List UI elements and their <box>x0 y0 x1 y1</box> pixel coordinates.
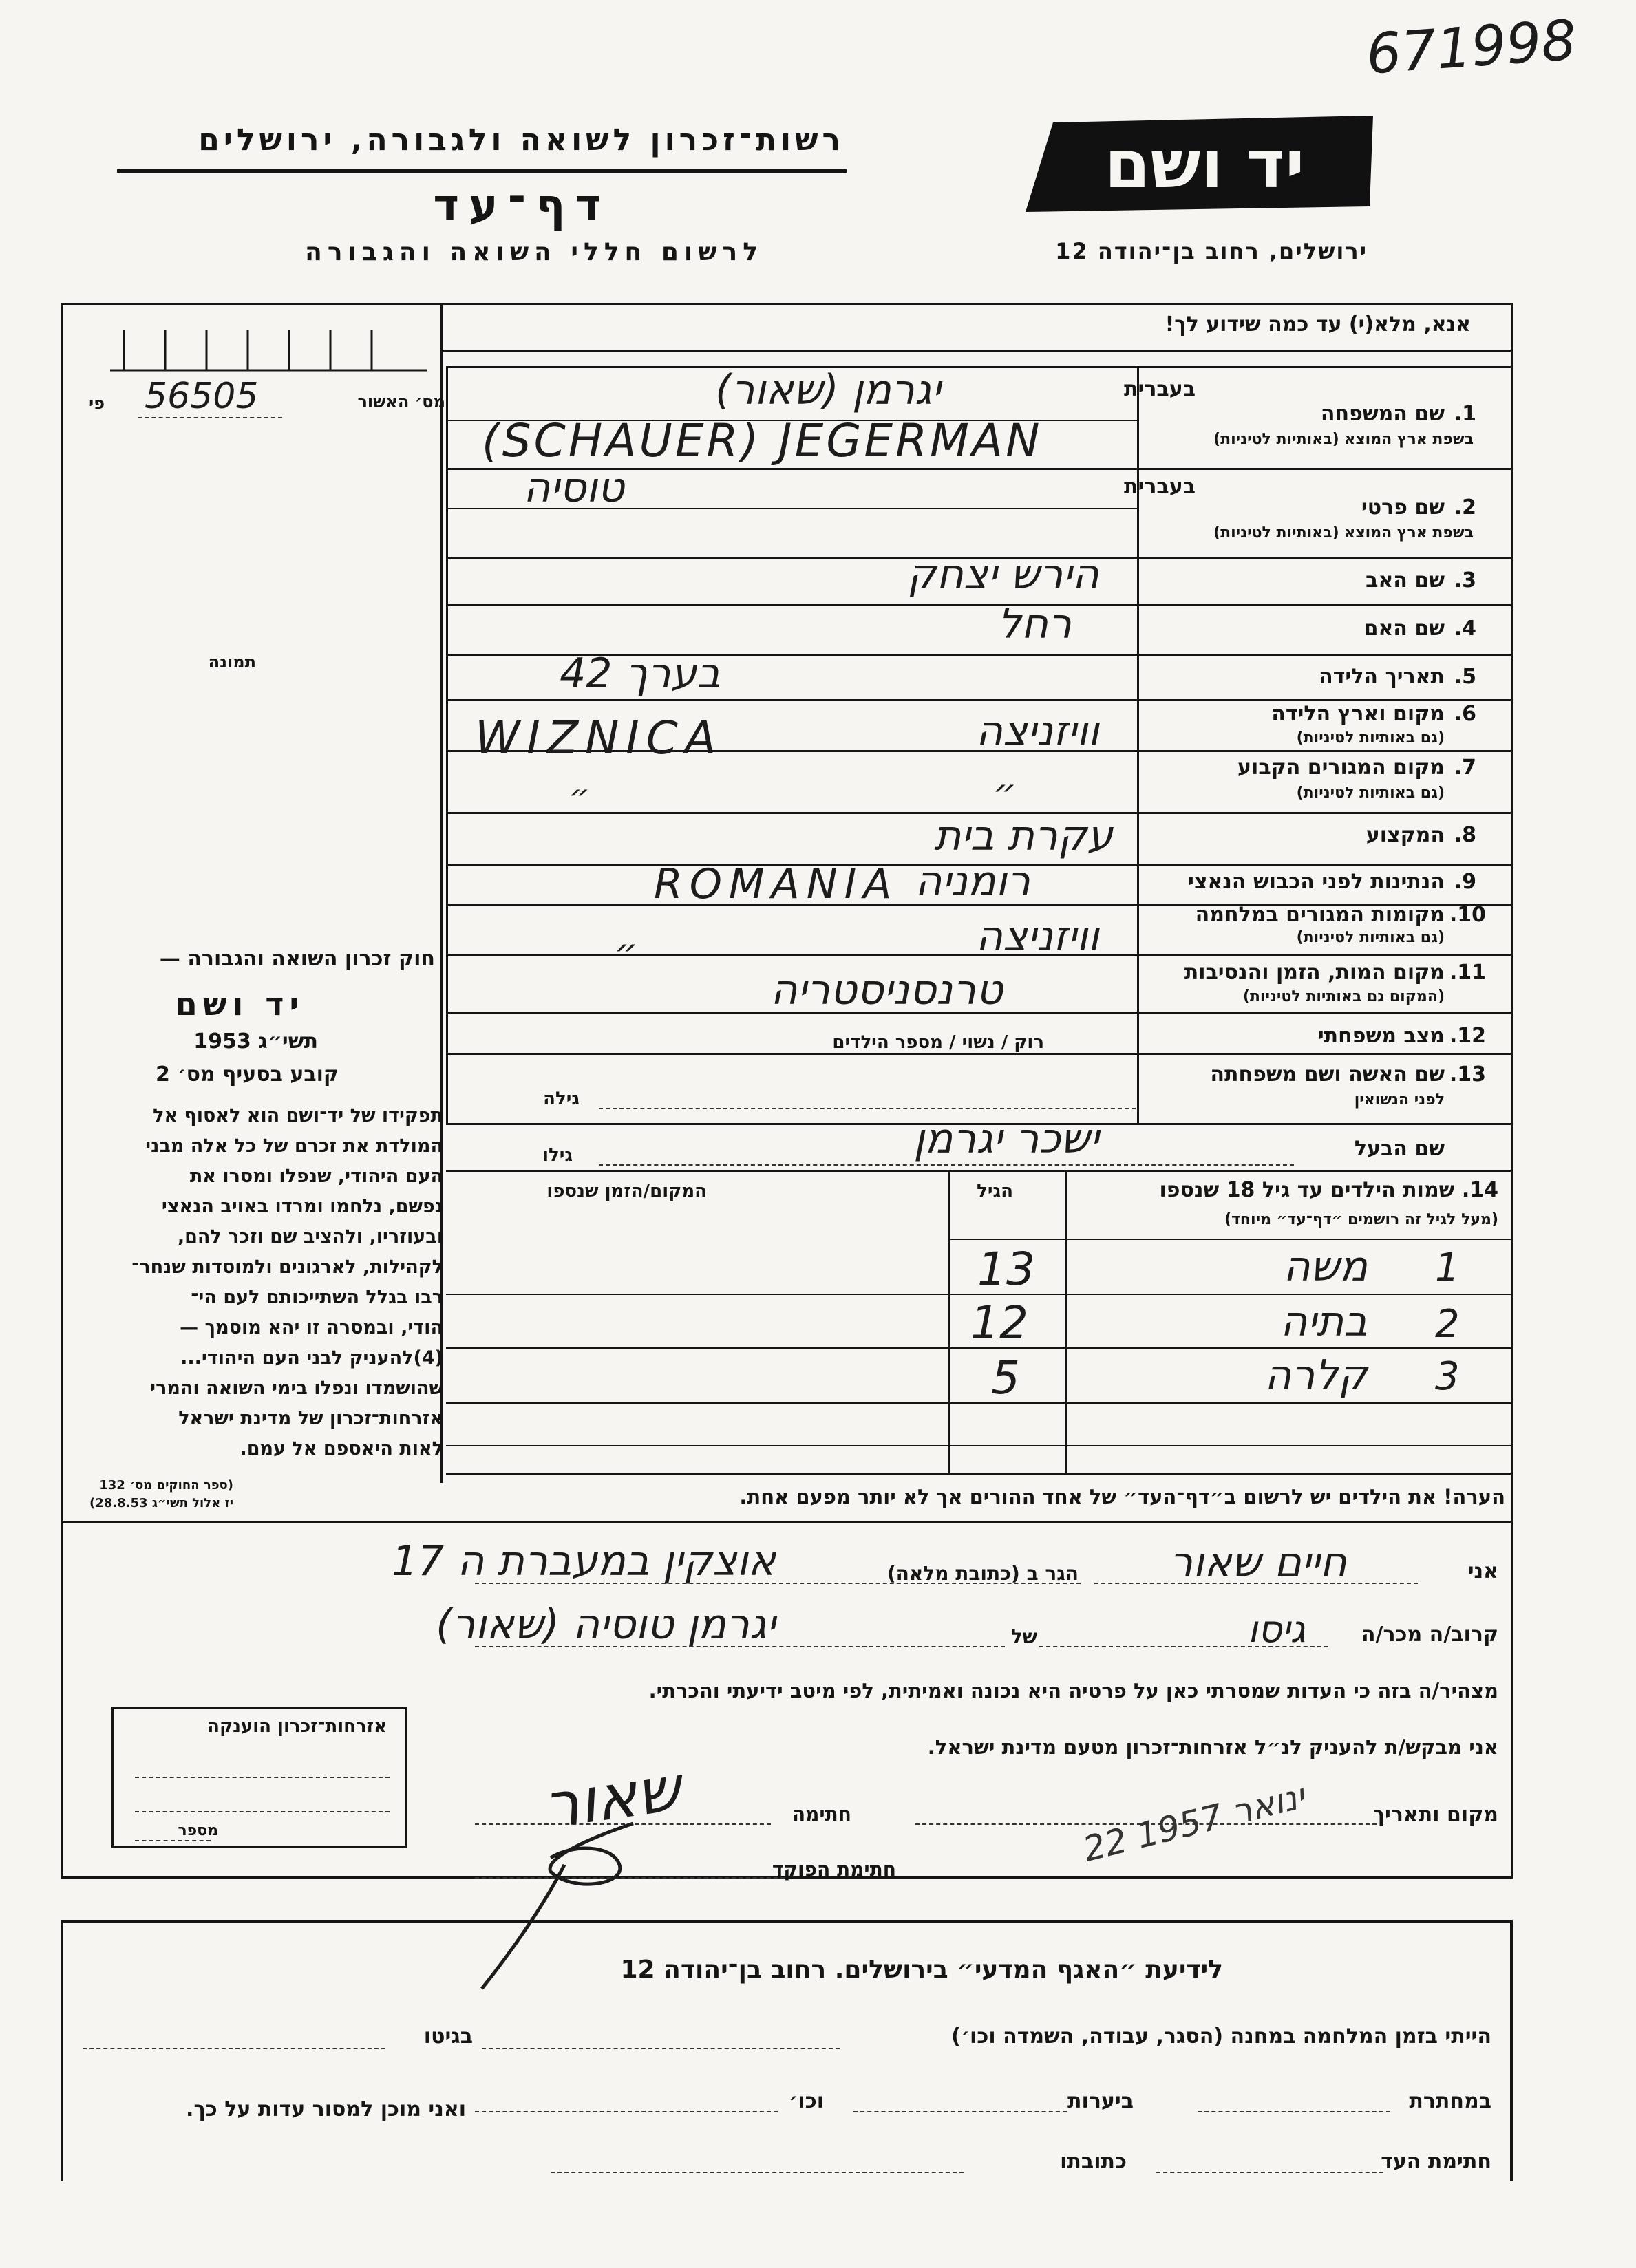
nationality-hebrew: רומניה <box>915 857 1030 906</box>
citizenship-number-label: מספר <box>178 1822 218 1839</box>
logo-text: יד ושם <box>1104 126 1305 203</box>
field-label-4: שם האם <box>1363 617 1445 641</box>
children-header-rule <box>948 1239 1513 1240</box>
child-age: 5 <box>991 1351 1020 1404</box>
field-label-9: הנתינות לפני הכבוש הנאצי <box>1188 870 1445 894</box>
row-rule <box>446 1053 1513 1055</box>
law-body-line: המולדת את זכרם של כל אלה מבני <box>145 1135 443 1157</box>
wife-name-line <box>599 1108 1136 1109</box>
bottom-line3-blank <box>1156 2172 1383 2173</box>
field-label-10: מקומות המגורים במלחמה <box>1195 903 1445 927</box>
field-label-13: שם האשה ושם משפחתה <box>1210 1062 1445 1087</box>
row-rule <box>446 604 1513 606</box>
bottom-heading: לידיעת ״האגף המדעי״ בירושלים. רחוב בן־יהודה 12 <box>620 1956 1223 1984</box>
field-label-3: שם האב <box>1366 568 1445 592</box>
bottom-line1-blank <box>83 2048 385 2049</box>
field-note-11: (המקום גם באותיות לטיניות) <box>1242 988 1445 1005</box>
witness-address: אוצקין במעברת ה 17 <box>391 1537 776 1585</box>
field-num-2: 2. <box>1454 495 1476 520</box>
declaration-text: מצהיר/ה בזה כי העדות שמסרתי כאן על פרטיה היא נכונה ואמיתית, לפי מיטב ידיעתי והכרתי. <box>648 1679 1498 1702</box>
birth-place-hebrew: וויזניצה <box>975 707 1099 756</box>
field-note-7: (גם באותיות לטיניות) <box>1296 784 1445 802</box>
field-num-9: 9. <box>1454 870 1476 894</box>
wartime-ditto: ״ <box>614 930 638 974</box>
yad-vashem-logo <box>1026 110 1383 213</box>
field-note-10: (גם באותיות לטיניות) <box>1296 929 1445 946</box>
field-num-10: 10. <box>1449 903 1486 927</box>
children-place-header: המקום/הזמן שנספו <box>546 1181 707 1201</box>
husband-name-value: ישכר יגרמן <box>913 1115 1099 1163</box>
field-label-12: מצב משפחתי <box>1317 1024 1445 1048</box>
witness-ani: אני <box>1467 1559 1498 1583</box>
children-header: 14. שמות הילדים עד גיל 18 שנספו <box>1159 1178 1498 1202</box>
hebrew-tag-1: בעברית <box>1124 377 1196 401</box>
photo-label: תמונה <box>208 652 256 672</box>
law-body-line: הודי, ובמסרה זו יהא מוסמך — <box>180 1317 443 1338</box>
authority-underline <box>117 169 847 173</box>
bottom-line3-blank <box>551 2172 964 2173</box>
residence-ditto-1: ״ <box>569 778 590 816</box>
field-num-12: 12. <box>1449 1024 1486 1048</box>
residence-ditto-2: ״ <box>992 771 1017 814</box>
bottom-line2-b: ביערות <box>1067 2089 1134 2113</box>
wartime-residence-value: וויזניצה <box>975 912 1099 961</box>
bottom-line1-b: בגיטו <box>423 2024 473 2048</box>
field-num-5: 5. <box>1454 665 1476 689</box>
field-num-3: 3. <box>1454 568 1476 592</box>
certificate-value: 56505 <box>145 376 259 417</box>
form-subtitle: לרשום חללי השואה והגבורה <box>305 238 763 266</box>
law-body-line: ובעוזריו, ולהציב שם וזכר להם, <box>177 1226 443 1248</box>
official-signature-label: חתימת הפוקד <box>772 1858 896 1881</box>
law-body-line: העם היהודי, שנפלו ומסרו את <box>189 1166 443 1187</box>
family-name-hebrew: יגרמן (שאור) <box>715 366 941 414</box>
law-body-line: לאות היאספם אל עמם. <box>240 1438 443 1459</box>
bottom-line2-blank <box>1198 2111 1390 2112</box>
law-year: תשי״ג 1953 <box>193 1029 318 1053</box>
law-body-line: תפקידו של יד־ושם הוא לאסוף אל <box>153 1105 443 1126</box>
field-note-6: (גם באותיות לטיניות) <box>1296 729 1445 747</box>
child-age: 13 <box>977 1243 1035 1296</box>
field-label-7: מקום המגורים הקבוע <box>1237 756 1445 780</box>
child-row-num: 3 <box>1435 1354 1460 1399</box>
place-date-label: מקום ותאריך <box>1372 1803 1498 1827</box>
field-label-5: תאריך הלידה <box>1319 665 1445 689</box>
children-age-col-right <box>1065 1170 1067 1473</box>
witness-name: חיים שאור <box>1169 1539 1347 1587</box>
certificate-label: מס׳ האשור <box>357 392 445 411</box>
law-clause: קובע בסעיף מס׳ 2 <box>155 1062 339 1087</box>
field-num-8: 8. <box>1454 823 1476 847</box>
bottom-line3-b: כתובתו <box>1060 2150 1127 2174</box>
law-footnote-1: (ספר החוקים מס׳ 132 <box>99 1478 233 1493</box>
form-title: דף־עד <box>433 180 610 231</box>
bottom-section-right <box>1510 1920 1513 2181</box>
first-name-value: טוסיה <box>523 464 624 512</box>
hebrew-tag-2: בעברית <box>1124 475 1196 499</box>
row-rule <box>446 699 1513 701</box>
children-table-top <box>446 1170 1513 1172</box>
children-header-note: (מעל לגיל זה רושמים ״דף־עד״ מיוחד) <box>1224 1211 1498 1228</box>
field-note-2: בשפת ארץ המוצא (באותיות לטיניות) <box>1213 524 1474 542</box>
authority-title: רשות־זכרון לשואה ולגבורה, ירושלים <box>198 122 844 158</box>
of-label: של <box>1010 1625 1037 1648</box>
law-body-line: (4)להעניק לבני העם היהודי... <box>180 1347 443 1369</box>
field-label-8: המקצוע <box>1366 823 1445 847</box>
law-name: יד ושם <box>175 985 304 1023</box>
citizenship-line <box>135 1777 390 1778</box>
witness-name-line <box>1094 1583 1418 1584</box>
child-name: קלרה <box>1264 1351 1368 1400</box>
witness-resident-label: הגר ב (כתובת מלאה) <box>886 1562 1079 1585</box>
law-body-line: לקהילות, לארגונים ולמוסדות שנחר־ <box>131 1256 443 1278</box>
date-stamp: 22 ינואר 1957 <box>1079 1776 1309 1870</box>
death-place-value: טרנסניסטריה <box>770 966 1003 1014</box>
value-area-left-border <box>446 366 448 1123</box>
child-name: משה <box>1283 1243 1368 1291</box>
field-num-1: 1. <box>1454 402 1476 426</box>
note-row-top <box>446 1473 1513 1475</box>
field-num-7: 7. <box>1454 756 1476 780</box>
children-row-rule <box>446 1402 1513 1404</box>
law-body-line: נפשם, נלחמו ומרדו באויב הנאצי <box>161 1196 443 1217</box>
witness-address-line <box>475 1583 1081 1584</box>
birth-place-latin: WIZNICA <box>475 712 723 764</box>
field-label-11: מקום המות, הזמן והנסיבות <box>1184 961 1445 985</box>
citizenship-box-title: אזרחות־זכרון הוענקה <box>207 1716 387 1737</box>
bottom-line3-a: חתימת העד <box>1381 2150 1491 2174</box>
child-name: בתיה <box>1280 1298 1368 1346</box>
field-num-4: 4. <box>1454 617 1476 641</box>
law-title: חוק זכרון השואה והגבורה — <box>159 947 435 971</box>
marital-options: רוק / נשוי / מספר הילדים <box>832 1032 1044 1053</box>
bottom-line2-a: במחתרת <box>1409 2089 1491 2113</box>
of-line <box>475 1646 1005 1647</box>
field-label-2: שם פרטי <box>1361 495 1445 520</box>
husband-line <box>599 1164 1294 1166</box>
field-note-13: לפני הנשואין <box>1354 1091 1445 1109</box>
children-age-header: הגיל <box>977 1181 1013 1201</box>
archive-number: 671998 <box>1364 8 1579 87</box>
signature-label: חתימה <box>792 1803 851 1826</box>
nationality-latin: ROMANIA <box>654 860 899 908</box>
child-row-num: 2 <box>1435 1302 1460 1347</box>
citizenship-number-line <box>135 1840 211 1841</box>
header-address: ירושלים, רחוב בן־יהודה 12 <box>1055 238 1368 264</box>
witness-signature: שאור <box>539 1752 686 1843</box>
request-text: אני מבקש/ת להעניק לנ״ל אזרחות־זכרון מטעם מדינת ישראל. <box>927 1735 1498 1759</box>
relation-value: גיסו <box>1247 1607 1306 1651</box>
bottom-line2-d: ואני מוכן למסור עדות על כך. <box>186 2097 466 2121</box>
field-num-11: 11. <box>1449 961 1486 985</box>
bottom-section-top <box>61 1920 1513 1923</box>
citizenship-line <box>135 1811 390 1812</box>
field-label-1: שם המשפחה <box>1320 402 1445 426</box>
birth-date-value: בערך 42 <box>560 650 721 698</box>
of-value: יגרמן טוסיה (שאור) <box>436 1601 776 1649</box>
husband-label: שם הבעל <box>1354 1137 1445 1161</box>
bottom-section-left <box>61 1920 63 2181</box>
children-age-col-left <box>948 1170 950 1473</box>
occupation-value: עקרת בית <box>933 812 1113 860</box>
bottom-line2-c: וכו׳ <box>789 2089 824 2113</box>
law-body-line: אזרחות־זכרון של מדינת ישראל <box>178 1408 443 1429</box>
relative-label: קרוב/ה מכר/ה <box>1361 1623 1498 1647</box>
instruction-text: אנא, מלא(י) עד כמה שידוע לך! <box>1165 312 1471 336</box>
certificate-line <box>138 417 282 418</box>
relation-line <box>1039 1646 1328 1647</box>
row-rule <box>446 366 1513 368</box>
law-body-line: רבו בגלל השתייכותם לעם הי־ <box>191 1287 443 1308</box>
bottom-line1-blank <box>482 2048 840 2049</box>
child-row-num: 1 <box>1435 1245 1460 1290</box>
children-note: הערה! את הילדים יש לרשום ב״דף־העד״ של אחד ההורים אך לא יותר מפעם אחת. <box>739 1485 1505 1508</box>
mother-name-value: רחל <box>997 600 1072 648</box>
law-body-line: שהושמדו ונפלו בימי השואה והמרי <box>150 1378 443 1399</box>
bottom-line1-a: הייתי בזמן המלחמה במחנה (הסגר, עבודה, השמדה וכו׳) <box>951 2024 1491 2048</box>
certificate-prefix: פי <box>89 394 105 413</box>
wife-age-label: גילה <box>543 1089 580 1109</box>
law-footnote-2: יז אלול תשי״ג 28.8.53) <box>89 1496 233 1510</box>
father-name-value: הירש יצחק <box>907 550 1099 599</box>
note-row-bottom <box>61 1521 1513 1523</box>
family-name-latin: (SCHAUER) JEGERMAN <box>482 414 1043 467</box>
bottom-line2-blank <box>853 2111 1067 2112</box>
husband-age-label: גילו <box>542 1145 573 1166</box>
child-age: 12 <box>970 1296 1028 1349</box>
field-num-6: 6. <box>1454 702 1476 726</box>
bottom-line2-blank <box>475 2111 778 2112</box>
field-num-13: 13. <box>1449 1062 1486 1087</box>
children-row-rule <box>446 1445 1513 1446</box>
field-label-6: מקום וארץ הלידה <box>1271 702 1445 726</box>
tick-box-strip <box>110 330 427 372</box>
field-note-1: בשפת ארץ המוצא (באותיות לטיניות) <box>1213 431 1474 448</box>
instruction-bar-line <box>440 350 1513 352</box>
